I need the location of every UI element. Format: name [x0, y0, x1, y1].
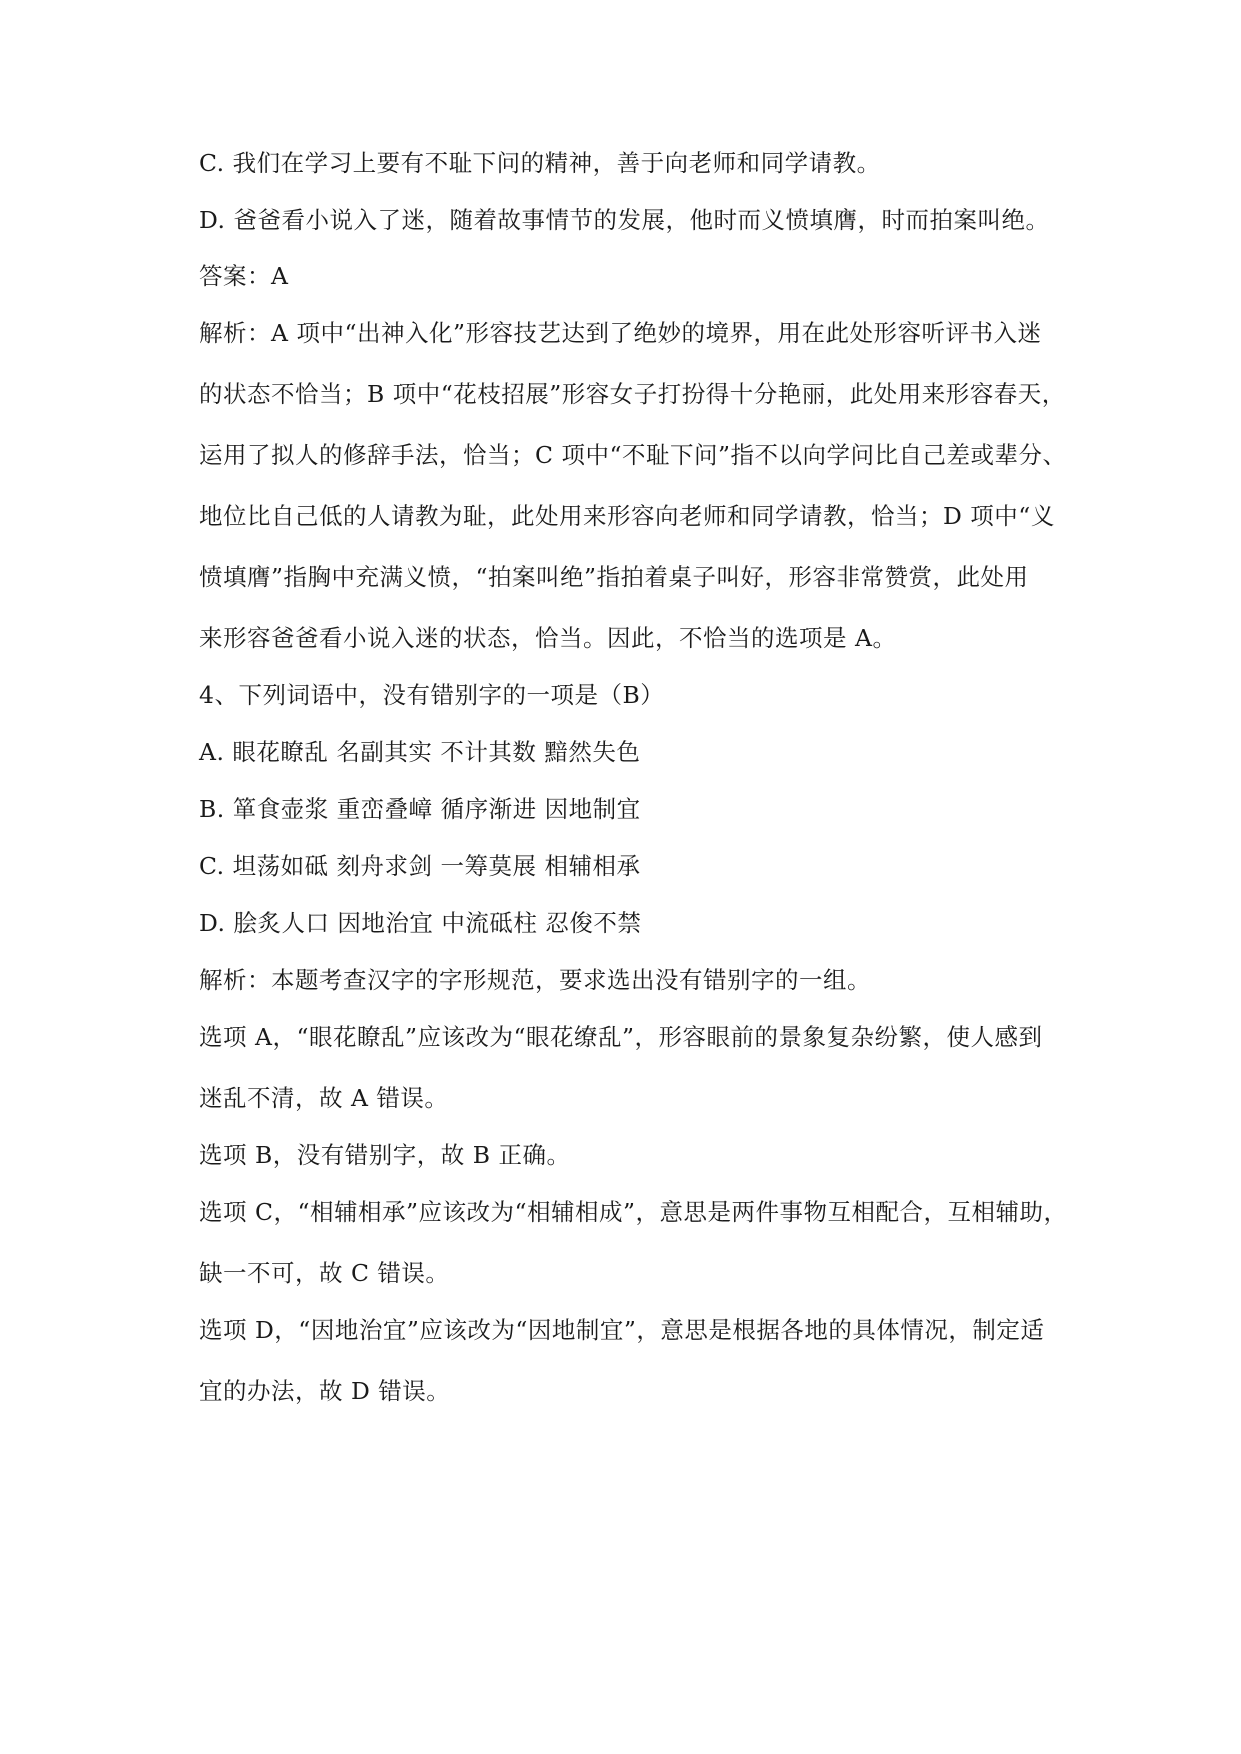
- q4-option-a: A. 眼花瞭乱 名副其实 不计其数 黯然失色: [199, 738, 641, 766]
- q4-option-b: B. 箪食壶浆 重峦叠嶂 循序渐进 因地制宜: [199, 795, 641, 823]
- q4-analysis-a-1: 选项 A，“眼花瞭乱”应该改为“眼花缭乱”，形容眼前的景象复杂纷繁，使人感到: [199, 1023, 1043, 1051]
- analysis-line-5: 愤填膺”指胸中充满义愤，“拍案叫绝”指拍着桌子叫好，形容非常赞赏，此处用: [199, 563, 1029, 591]
- q4-analysis-c-1: 选项 C，“相辅相承”应该改为“相辅相成”，意思是两件事物互相配合，互相辅助，: [199, 1198, 1068, 1226]
- analysis-line-2: 的状态不恰当；B 项中“花枝招展”形容女子打扮得十分艳丽，此处用来形容春天，: [199, 380, 1066, 408]
- q4-option-d: D. 脍炙人口 因地治宜 中流砥柱 忍俊不禁: [199, 909, 642, 937]
- analysis-line-1: 解析：A 项中“出神入化”形容技艺达到了绝妙的境界，用在此处形容听评书入迷: [199, 319, 1042, 347]
- q4-analysis-b: 选项 B，没有错别字，故 B 正确。: [199, 1141, 571, 1169]
- q4-analysis-d-2: 宜的办法，故 D 错误。: [199, 1377, 451, 1405]
- analysis-line-6: 来形容爸爸看小说入迷的状态，恰当。因此，不恰当的选项是 A。: [199, 624, 897, 652]
- option-c-line: C. 我们在学习上要有不耻下问的精神，善于向老师和同学请教。: [199, 149, 881, 177]
- q4-analysis-intro: 解析：本题考查汉字的字形规范，要求选出没有错别字的一组。: [199, 966, 871, 994]
- option-d-line: D. 爸爸看小说入了迷，随着故事情节的发展，他时而义愤填膺，时而拍案叫绝。: [199, 206, 1050, 234]
- analysis-line-4: 地位比自己低的人请教为耻，此处用来形容向老师和同学请教，恰当；D 项中“义: [199, 502, 1055, 530]
- q4-analysis-d-1: 选项 D，“因地治宜”应该改为“因地制宜”，意思是根据各地的具体情况，制定适: [199, 1316, 1045, 1344]
- q4-option-c: C. 坦荡如砥 刻舟求剑 一筹莫展 相辅相承: [199, 852, 641, 880]
- q4-analysis-a-2: 迷乱不清，故 A 错误。: [199, 1084, 449, 1112]
- answer-line: 答案：A: [199, 262, 289, 290]
- q4-analysis-c-2: 缺一不可，故 C 错误。: [199, 1259, 450, 1287]
- analysis-line-3: 运用了拟人的修辞手法，恰当；C 项中“不耻下问”指不以向学问比自己差或辈分、: [199, 441, 1067, 469]
- question-4-line: 4、下列词语中，没有错别字的一项是（B）: [199, 681, 665, 709]
